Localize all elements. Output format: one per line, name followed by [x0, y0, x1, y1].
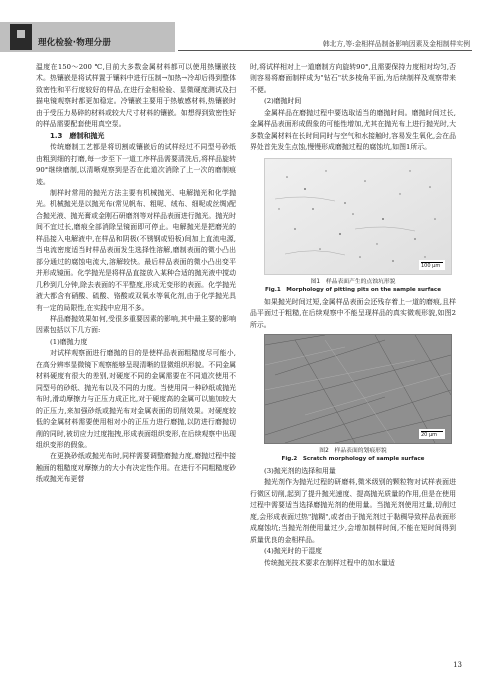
paragraph: 传统抛光技术要求在制样过程中的加水量适 — [264, 558, 395, 567]
paragraph: 对试样观察面进行磨抛的目的是使样品表面粗糙度尽可能小,在高分辨率显微镜下观察能够呈现清晰的显微组织形貌。不同金属材料硬度有很大的差别,对硬度不同的金属需要在不同道次使用不同型号的砂纸、抛光布以及不同的力度。当使用同一种砂纸或抛光布时,滑动摩擦力与正压力成正比,对于硬度高的金属可以施加较大的正压力,来加强砂纸或抛光布对金属表面的切削效果。对硬度较低的金属材料需要使用相对小的正压力进行磨抛,以防进行磨抛切削的同时,被切应力过度拖拽,形成表面组织变形,在后续观察中出现组织变形的假象。 — [36, 349, 236, 449]
paragraph: 时,将试样相对上一道磨制方向旋转90°,且需要保持力度相对均匀,否则容易将磨面制样成为"钻石"状多棱角平面,为后续制样及观察带来不便。 — [250, 63, 456, 94]
figure-1 — [250, 158, 456, 294]
paragraph: 抛光剂作为抛光过程的研磨料,微米级别的颗粒物对试样表面进行微区切削,起到了提升抛光速度、提高抛光质量的作用,但是在使用过程中需要适当选择磨抛光剂的使用量。当抛光剂使用过量,切削过度,会形成表面过热"抛糊",或者由于抛光剂过于黏稠导致样品表面形成腐蚀坑;当抛光剂使用量过少,会增加制样时间,不能在短时间得到质量优良的金相样品。 — [250, 478, 456, 544]
paragraph: 制样时常用的抛光方法主要有机械抛光、电解抛光和化学抛光。机械抛光是以抛光布(常见帆布、粗呢、绒布、细呢或丝绸)配合抛光液、抛光膏或金刚石研磨剂等对样品表面进行抛光。抛光时间不宜过长,磨痕全部消除呈镜面即可停止。电解抛光是把磨光的样品接入电解液中,在样品和阴极(不锈钢或铅板)间加上直流电源,当电流密度适当时样品表面发生选择性溶解,磨制表面的微小凸出部分通过的腐蚀电流大,溶解较快。最后样品表面的微小凸出变平并形成镜面。化学抛光是将样品直接放入某种合适的抛光液中搅动几秒到几分钟,除去表面的不平整度,形成无变形的表面。化学抛光液大都含有硝酸、硫酸、铬酸或双氧水等氧化剂,由于化学抛光具有一定的局限性,在实践中应用不多。 — [36, 188, 236, 312]
figure-2-caption-cn: 图2 样品表面的划痕形貌 — [319, 447, 387, 454]
figure-1-caption-en: Fig.1 Morphology of pitting pits on the sample surface — [264, 286, 442, 293]
figure-1-micrograph — [264, 158, 452, 275]
paragraph: 传统磨制工艺都是将切割或镶嵌后的试样经过不同型号砂纸由粗到细的打磨,每一步至下一道工序样品需要清洗后,将样品旋转90°继续磨制,以清晰观察到是否在此道次消除了上一次的磨制痕迹。 — [36, 143, 236, 186]
subheading: (2)磨抛时间 — [264, 97, 302, 106]
figure-2-caption-en: Fig.2 Scratch morphology of sample surface — [281, 455, 425, 462]
section-heading: 1.3 磨制和抛光 — [50, 131, 105, 140]
left-column — [36, 62, 236, 486]
subheading: (4)抛光时的干湿度 — [264, 547, 322, 556]
paragraph: 金属样品在磨抛过程中要选取适当的磨抛时间。磨抛时间过长,金属样品表面形成假象的可能性增加,尤其在抛光布上进行抛光时,大多数金属材料在长时间同时与空气和水接触时,容易发生氧化,会在品界处首先发生点蚀,慢慢形成磨抛过程的腐蚀坑,如图1所示。 — [250, 108, 456, 152]
scale-bar: 20 μm — [419, 429, 445, 439]
journal-logo-icon — [10, 24, 32, 50]
header-rule — [178, 50, 472, 51]
journal-name: 理化检验·物理分册 — [38, 38, 112, 48]
figure-2 — [250, 334, 456, 463]
pitting-micrograph-image — [265, 159, 451, 274]
figure-2-micrograph — [264, 334, 452, 444]
subheading: (3)抛光剂的选择和用量 — [264, 466, 336, 475]
paragraph: 在更换砂纸或抛光布时,同样需要调整磨抛力度,磨抛过程中接触面的粗糙度对摩擦力的大小有决定性作用。在进行不同粗糙度砂纸或抛光布更替 — [36, 452, 236, 484]
paragraph: 样品磨抛效果如何,受很多重要因素的影响,其中最主要的影响因素包括以下几方面: — [36, 314, 236, 335]
scale-bar: 100 μm — [419, 260, 445, 270]
paragraph: 温度在150～200 ℃,目前大多数金属材料都可以使用热镶嵌技术。热镶嵌是将试样置于镶料中进行压制→加热→冷却后得到整体致密性和平行度较好的样品,在进行金相检验、显微硬度测试及扫描电镜观察时都更加稳定。冷镶嵌主要用于热敏感材料,热镶嵌时由于受压力易碎的材料或较大尺寸材料的镶嵌。如想得到致密性好的样品需要配套使用真空泵。 — [36, 63, 236, 129]
subheading: (1)磨抛力度 — [50, 337, 88, 346]
paragraph: 如果抛光时间过短,金属样品表面会还残存着上一道的磨痕,且样品平面过于粗糙,在后续观察中不能呈现样品的真实微观形貌,如图2所示。 — [250, 297, 456, 329]
running-title: 韩北方,等:金相样品制备影响因素及金相制样实例 — [322, 40, 470, 48]
page-header — [0, 0, 480, 58]
page-number: 13 — [453, 661, 462, 669]
right-column — [250, 62, 456, 569]
figure-1-caption-cn: 图1 样品表面产生的点蚀坑形貌 — [310, 278, 396, 285]
scratch-micrograph-image — [265, 335, 451, 443]
